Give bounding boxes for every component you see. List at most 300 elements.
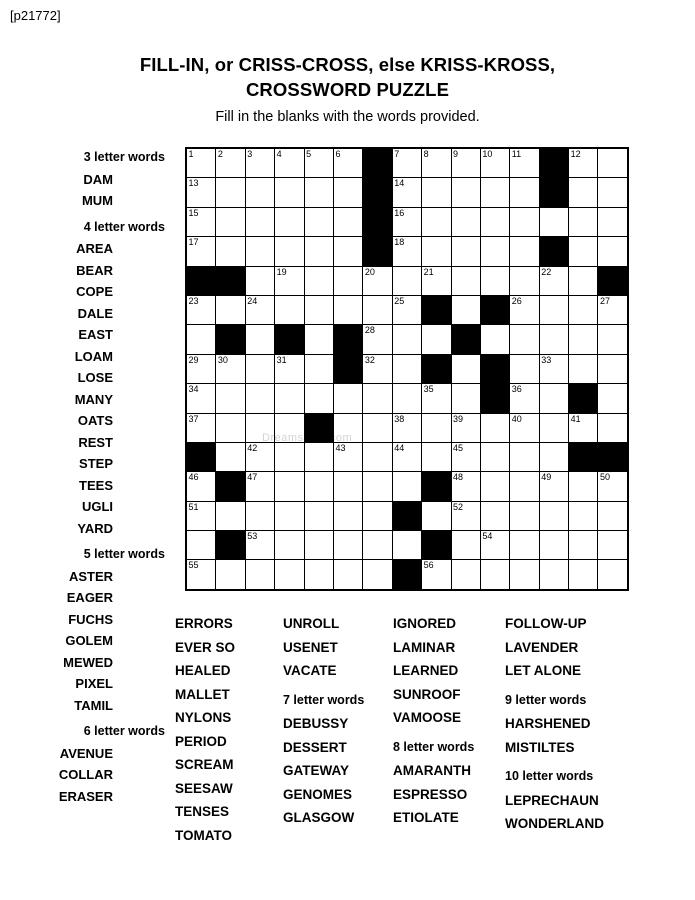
grid-cell[interactable] <box>216 501 245 530</box>
grid-cell-block <box>480 354 509 383</box>
word-item: SUNROOF <box>393 686 461 702</box>
word-item: PERIOD <box>175 733 227 749</box>
grid-cell[interactable] <box>186 531 216 560</box>
word-item: FOLLOW-UP <box>505 616 587 631</box>
grid-cell[interactable] <box>275 178 304 207</box>
grid-cell-number: 54 <box>482 531 493 542</box>
grid-cell[interactable] <box>598 237 628 266</box>
grid-cell-number: 1 <box>188 149 194 159</box>
word-item: LAVENDER <box>505 639 579 655</box>
grid-cell-number: 32 <box>364 354 375 365</box>
grid-cell[interactable] <box>245 266 274 295</box>
grid-cell[interactable] <box>598 148 628 178</box>
grid-cell[interactable] <box>569 501 598 530</box>
grid-cell[interactable] <box>422 266 451 295</box>
grid-cell[interactable] <box>510 178 539 207</box>
grid-cell[interactable] <box>480 266 509 295</box>
grid-cell[interactable] <box>392 325 421 354</box>
grid-cell-number: 5 <box>306 149 312 159</box>
grid-cell[interactable] <box>304 266 333 295</box>
word-item: UGLI <box>81 499 113 514</box>
grid-cell[interactable] <box>422 501 451 530</box>
grid-cell[interactable] <box>333 384 362 413</box>
grid-cell[interactable] <box>275 442 304 471</box>
grid-cell[interactable] <box>598 560 628 590</box>
grid-cell-block <box>216 472 245 501</box>
grid-cell[interactable] <box>392 531 421 560</box>
grid-cell[interactable] <box>186 295 216 324</box>
grid-cell-block <box>539 178 568 207</box>
grid-cell[interactable] <box>392 295 421 324</box>
grid-cell[interactable] <box>363 442 392 471</box>
grid-cell[interactable] <box>216 237 245 266</box>
word-group-header: 7 letter words <box>283 692 365 707</box>
grid-cell[interactable] <box>510 560 539 590</box>
grid-cell[interactable] <box>186 237 216 266</box>
word-item: MANY <box>74 391 113 407</box>
grid-cell-number: 46 <box>188 472 199 483</box>
grid-cell-number: 33 <box>541 354 552 365</box>
grid-cell[interactable] <box>245 354 274 383</box>
grid-cell[interactable] <box>304 295 333 324</box>
grid-cell-number: 7 <box>394 149 400 159</box>
grid-cell[interactable] <box>510 442 539 471</box>
grid-cell-block <box>275 325 304 354</box>
grid-cell[interactable] <box>275 237 304 266</box>
grid-cell[interactable] <box>598 354 628 383</box>
grid-cell[interactable] <box>186 560 216 590</box>
grid-cell-block <box>333 354 362 383</box>
grid-cell[interactable] <box>392 237 421 266</box>
grid-cell[interactable] <box>510 148 539 178</box>
grid-cell[interactable] <box>363 560 392 590</box>
grid-cell[interactable] <box>333 295 362 324</box>
grid-cell[interactable] <box>216 148 245 178</box>
grid-cell[interactable] <box>304 354 333 383</box>
grid-cell[interactable] <box>422 560 451 590</box>
word-item: TEES <box>79 477 113 493</box>
grid-cell-block <box>598 442 628 471</box>
grid-cell[interactable] <box>480 442 509 471</box>
grid-cell-number: 16 <box>394 207 405 218</box>
grid-cell-number: 28 <box>364 325 375 336</box>
word-item: REST <box>78 434 113 450</box>
word-item: HARSHENED <box>505 716 591 731</box>
grid-cell[interactable] <box>304 148 333 178</box>
grid-cell-block <box>539 148 568 178</box>
grid-cell[interactable] <box>304 178 333 207</box>
grid-cell[interactable] <box>451 472 480 501</box>
word-item: SCREAM <box>175 757 234 772</box>
grid-cell[interactable] <box>392 384 421 413</box>
grid-cell[interactable] <box>363 384 392 413</box>
grid-cell-block <box>363 237 392 266</box>
word-group-header: 8 letter words <box>393 739 475 754</box>
grid-cell[interactable] <box>363 531 392 560</box>
word-item: FUCHS <box>68 611 113 627</box>
grid-cell[interactable] <box>569 237 598 266</box>
grid-cell[interactable] <box>569 325 598 354</box>
grid-cell-number: 13 <box>188 178 199 189</box>
word-item: WONDERLAND <box>505 816 604 831</box>
grid-cell[interactable] <box>304 472 333 501</box>
grid-cell[interactable] <box>451 442 480 471</box>
grid-cell[interactable] <box>186 354 216 383</box>
word-item: MEWED <box>63 654 113 670</box>
grid-cell[interactable] <box>598 384 628 413</box>
grid-cell[interactable] <box>539 560 568 590</box>
grid-cell[interactable] <box>422 325 451 354</box>
grid-cell[interactable] <box>216 178 245 207</box>
grid-cell[interactable] <box>216 413 245 442</box>
grid-cell[interactable] <box>451 560 480 590</box>
grid-cell[interactable] <box>304 560 333 590</box>
grid-cell[interactable] <box>186 148 216 178</box>
grid-cell-block <box>480 384 509 413</box>
grid-cell-number: 19 <box>276 266 287 277</box>
grid-cell[interactable] <box>216 295 245 324</box>
grid-cell[interactable] <box>598 531 628 560</box>
grid-cell-number: 47 <box>247 472 258 483</box>
grid-cell[interactable] <box>598 501 628 530</box>
word-item: HEALED <box>175 663 231 678</box>
grid-cell[interactable] <box>569 266 598 295</box>
grid-cell[interactable] <box>510 501 539 530</box>
grid-cell[interactable] <box>186 472 216 501</box>
grid-cell[interactable] <box>363 501 392 530</box>
grid-cell-block <box>569 384 598 413</box>
grid-cell[interactable] <box>216 442 245 471</box>
grid-cell[interactable] <box>392 266 421 295</box>
grid-cell[interactable] <box>245 384 274 413</box>
grid-cell[interactable] <box>480 237 509 266</box>
grid-cell-number: 6 <box>335 149 341 159</box>
left-word-lists <box>0 147 175 807</box>
grid-cell[interactable] <box>480 178 509 207</box>
grid-cell[interactable] <box>451 148 480 178</box>
grid-cell[interactable] <box>216 560 245 590</box>
grid-cell[interactable] <box>510 266 539 295</box>
grid-cell[interactable] <box>539 207 568 236</box>
grid-cell[interactable] <box>510 295 539 324</box>
grid-cell[interactable] <box>539 501 568 530</box>
grid-cell[interactable] <box>598 207 628 236</box>
grid-cell[interactable] <box>363 472 392 501</box>
grid-cell[interactable] <box>186 325 216 354</box>
grid-cell[interactable] <box>363 295 392 324</box>
grid-cell[interactable] <box>304 325 333 354</box>
grid-cell[interactable] <box>245 472 274 501</box>
grid-cell-number: 53 <box>247 531 258 542</box>
word-item: SEESAW <box>175 780 233 796</box>
word-item: USENET <box>283 639 338 655</box>
grid-row <box>186 384 628 413</box>
grid-cell[interactable] <box>422 148 451 178</box>
grid-cell-number: 24 <box>247 295 258 306</box>
grid-cell[interactable] <box>275 472 304 501</box>
grid-cell[interactable] <box>245 501 274 530</box>
grid-cell[interactable] <box>480 325 509 354</box>
grid-cell[interactable] <box>392 207 421 236</box>
puzzle-title-line-2: CROSSWORD PUZZLE <box>245 79 450 100</box>
grid-cell[interactable] <box>539 325 568 354</box>
grid-cell[interactable] <box>569 560 598 590</box>
grid-cell[interactable] <box>275 148 304 178</box>
grid-cell[interactable] <box>451 501 480 530</box>
grid-row <box>186 442 628 471</box>
grid-cell[interactable] <box>333 237 362 266</box>
grid-cell[interactable] <box>392 442 421 471</box>
grid-cell[interactable] <box>275 384 304 413</box>
grid-cell[interactable] <box>451 354 480 383</box>
grid-cell[interactable] <box>392 178 421 207</box>
grid-cell[interactable] <box>333 560 362 590</box>
word-item: ERRORS <box>175 616 233 631</box>
grid-cell[interactable] <box>304 237 333 266</box>
grid-cell[interactable] <box>451 413 480 442</box>
grid-cell[interactable] <box>422 207 451 236</box>
grid-cell[interactable] <box>333 207 362 236</box>
grid-cell[interactable] <box>245 295 274 324</box>
grid-cell[interactable] <box>186 501 216 530</box>
grid-cell[interactable] <box>275 295 304 324</box>
grid-cell[interactable] <box>333 413 362 442</box>
grid-cell[interactable] <box>451 295 480 324</box>
grid-cell-number: 39 <box>453 413 464 424</box>
grid-cell[interactable] <box>451 384 480 413</box>
grid-cell[interactable] <box>392 354 421 383</box>
grid-row <box>186 560 628 590</box>
grid-cell[interactable] <box>569 354 598 383</box>
grid-cell-block <box>304 413 333 442</box>
grid-cell[interactable] <box>598 325 628 354</box>
word-item: EVER SO <box>175 639 236 655</box>
grid-cell[interactable] <box>451 237 480 266</box>
grid-cell[interactable] <box>510 354 539 383</box>
grid-cell-number: 21 <box>423 266 434 277</box>
grid-cell[interactable] <box>569 413 598 442</box>
grid-cell[interactable] <box>304 207 333 236</box>
word-item: COLLAR <box>58 767 113 782</box>
grid-cell[interactable] <box>275 354 304 383</box>
word-column <box>505 612 645 847</box>
grid-cell[interactable] <box>539 266 568 295</box>
grid-cell[interactable] <box>186 384 216 413</box>
grid-cell[interactable] <box>510 531 539 560</box>
grid-cell-block <box>422 531 451 560</box>
grid-cell[interactable] <box>422 413 451 442</box>
grid-cell[interactable] <box>216 354 245 383</box>
grid-cell[interactable] <box>451 207 480 236</box>
grid-row <box>186 148 628 178</box>
grid-row <box>186 178 628 207</box>
grid-cell-number: 20 <box>364 266 375 277</box>
grid-cell[interactable] <box>392 472 421 501</box>
grid-cell[interactable] <box>451 531 480 560</box>
word-item: UNROLL <box>283 616 340 631</box>
grid-cell[interactable] <box>275 413 304 442</box>
grid-cell[interactable] <box>304 531 333 560</box>
grid-cell[interactable] <box>363 354 392 383</box>
word-item: STEP <box>79 456 113 471</box>
grid-cell[interactable] <box>392 148 421 178</box>
word-group-header: 3 letter words <box>83 150 165 164</box>
word-item: DEBUSSY <box>283 716 349 731</box>
grid-cell[interactable] <box>422 384 451 413</box>
grid-cell[interactable] <box>363 266 392 295</box>
grid-cell[interactable] <box>510 413 539 442</box>
grid-cell[interactable] <box>422 237 451 266</box>
grid-cell[interactable] <box>451 178 480 207</box>
grid-cell[interactable] <box>480 413 509 442</box>
grid-cell[interactable] <box>275 501 304 530</box>
grid-cell[interactable] <box>539 384 568 413</box>
word-item: GENOMES <box>283 786 353 802</box>
grid-cell[interactable] <box>186 207 216 236</box>
grid-cell-number: 18 <box>394 237 405 248</box>
grid-cell[interactable] <box>422 442 451 471</box>
grid-row <box>186 354 628 383</box>
grid-cell[interactable] <box>539 295 568 324</box>
grid-cell[interactable] <box>480 501 509 530</box>
grid-cell[interactable] <box>275 266 304 295</box>
grid-cell[interactable] <box>304 442 333 471</box>
page-identifier: [p21772] <box>10 8 61 23</box>
grid-cell-block <box>363 207 392 236</box>
grid-cell[interactable] <box>275 560 304 590</box>
grid-cell-number: 50 <box>599 472 610 483</box>
word-item: TAMIL <box>74 697 113 713</box>
grid-cell-number: 42 <box>247 442 258 453</box>
grid-cell[interactable] <box>569 295 598 324</box>
grid-cell[interactable] <box>333 266 362 295</box>
grid-cell-number: 40 <box>511 413 522 424</box>
word-group-header: 9 letter words <box>505 692 587 707</box>
grid-cell-block <box>363 148 392 178</box>
word-column <box>283 612 393 847</box>
grid-cell-number: 38 <box>394 413 405 424</box>
grid-cell[interactable] <box>480 472 509 501</box>
grid-cell-block <box>480 295 509 324</box>
grid-cell[interactable] <box>510 384 539 413</box>
word-item: PIXEL <box>75 676 113 691</box>
word-item: AMARANTH <box>393 763 471 778</box>
grid-cell-number: 25 <box>394 295 405 306</box>
word-item: LOSE <box>77 370 113 385</box>
grid-cell-block <box>216 531 245 560</box>
grid-cell[interactable] <box>245 237 274 266</box>
word-item: LOAM <box>74 348 113 364</box>
grid-cell-block <box>539 237 568 266</box>
grid-cell-number: 30 <box>217 354 228 365</box>
grid-cell[interactable] <box>598 413 628 442</box>
grid-cell-number: 56 <box>423 560 434 571</box>
grid-cell[interactable] <box>363 325 392 354</box>
grid-cell[interactable] <box>186 413 216 442</box>
word-item: NYLONS <box>175 710 232 725</box>
grid-cell[interactable] <box>598 295 628 324</box>
grid-cell-number: 23 <box>188 295 199 306</box>
grid-cell[interactable] <box>539 531 568 560</box>
grid-cell-number: 37 <box>188 413 199 424</box>
grid-cell-number: 29 <box>188 354 199 365</box>
grid-cell[interactable] <box>539 472 568 501</box>
grid-cell[interactable] <box>510 472 539 501</box>
word-column <box>175 612 283 847</box>
grid-cell[interactable] <box>333 531 362 560</box>
grid-cell[interactable] <box>598 472 628 501</box>
grid-cell[interactable] <box>245 442 274 471</box>
grid-cell[interactable] <box>569 472 598 501</box>
grid-cell[interactable] <box>480 531 509 560</box>
grid-cell[interactable] <box>245 325 274 354</box>
crossword-grid[interactable] <box>185 147 629 591</box>
grid-row <box>186 266 628 295</box>
grid-cell[interactable] <box>422 178 451 207</box>
grid-cell[interactable] <box>480 207 509 236</box>
grid-cell[interactable] <box>245 148 274 178</box>
grid-cell-number: 4 <box>276 149 282 159</box>
grid-cell-block <box>569 442 598 471</box>
grid-cell[interactable] <box>569 207 598 236</box>
grid-cell[interactable] <box>275 531 304 560</box>
grid-cell[interactable] <box>333 442 362 471</box>
word-item: AREA <box>76 241 113 256</box>
grid-cell[interactable] <box>363 413 392 442</box>
grid-cell[interactable] <box>510 207 539 236</box>
grid-cell[interactable] <box>480 560 509 590</box>
grid-cell[interactable] <box>510 325 539 354</box>
grid-cell[interactable] <box>216 384 245 413</box>
grid-cell[interactable] <box>569 178 598 207</box>
grid-cell[interactable] <box>539 442 568 471</box>
grid-cell[interactable] <box>569 148 598 178</box>
grid-cell[interactable] <box>510 237 539 266</box>
grid-cell-block <box>216 325 245 354</box>
grid-cell[interactable] <box>245 531 274 560</box>
grid-cell[interactable] <box>333 472 362 501</box>
puzzle-title-line-1: FILL-IN, or CRISS-CROSS, else KRISS-KROSS, <box>139 54 556 75</box>
grid-cell[interactable] <box>539 354 568 383</box>
grid-cell[interactable] <box>245 560 274 590</box>
grid-cell-number: 44 <box>394 442 405 453</box>
word-group-header: 5 letter words <box>83 547 165 561</box>
grid-cell[interactable] <box>451 266 480 295</box>
grid-cell[interactable] <box>275 207 304 236</box>
grid-cell[interactable] <box>304 384 333 413</box>
grid-cell[interactable] <box>569 531 598 560</box>
grid-cell[interactable] <box>333 148 362 178</box>
grid-cell[interactable] <box>333 178 362 207</box>
grid-cell[interactable] <box>245 413 274 442</box>
grid-cell[interactable] <box>392 413 421 442</box>
word-group-header: 4 letter words <box>83 219 165 234</box>
grid-cell[interactable] <box>539 413 568 442</box>
grid-cell[interactable] <box>216 207 245 236</box>
grid-cell[interactable] <box>186 178 216 207</box>
grid-cell[interactable] <box>245 207 274 236</box>
grid-cell[interactable] <box>304 501 333 530</box>
word-item: LEPRECHAUN <box>505 792 599 808</box>
grid-cell[interactable] <box>245 178 274 207</box>
word-group-header: 6 letter words <box>83 724 165 738</box>
grid-row <box>186 295 628 324</box>
grid-cell[interactable] <box>480 148 509 178</box>
grid-cell[interactable] <box>333 501 362 530</box>
word-item: LET ALONE <box>505 663 581 678</box>
grid-cell[interactable] <box>598 178 628 207</box>
grid-cell-number: 41 <box>570 413 581 424</box>
